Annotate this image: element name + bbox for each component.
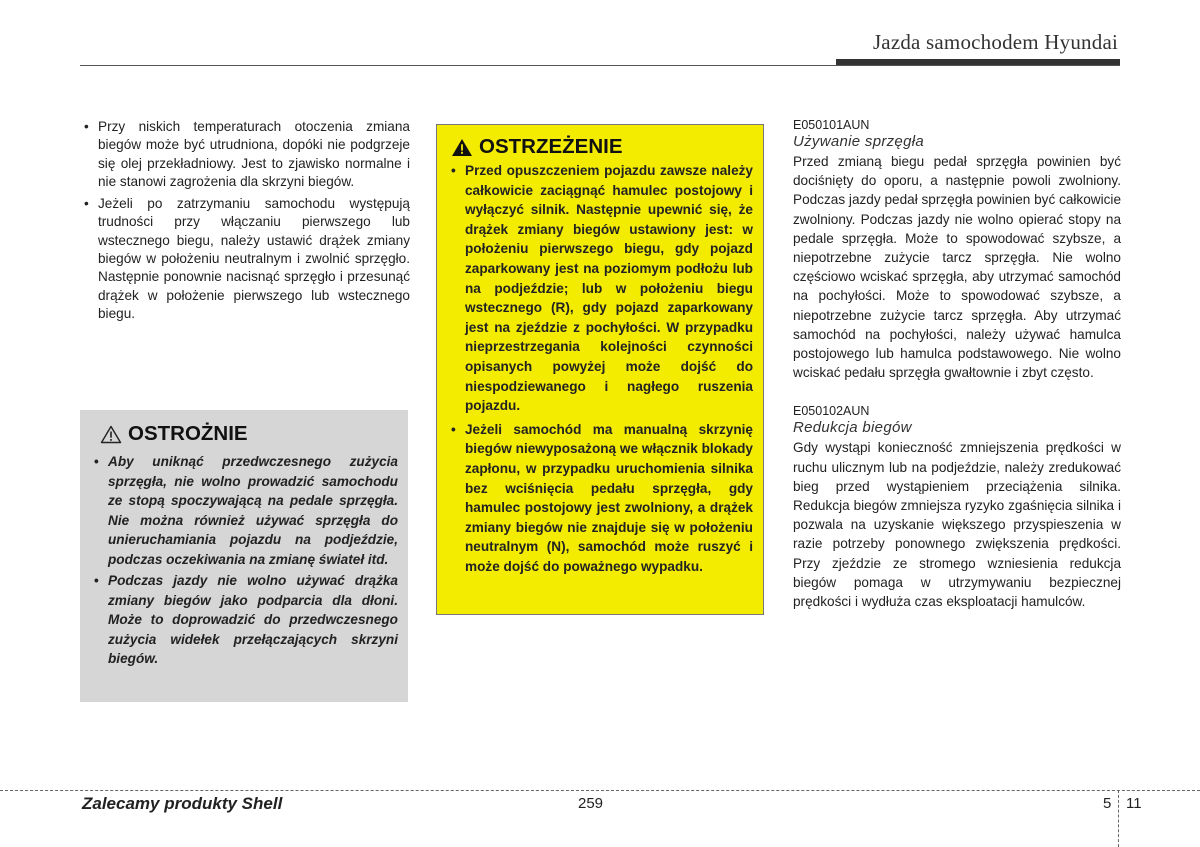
caution-title: OSTROŻNIE (128, 422, 248, 445)
chapter-page-number: 11 (1126, 795, 1142, 812)
page-header-title: Jazda samochodem Hyundai (872, 30, 1118, 54)
list-item: • Przy niskich temperaturach otoczenia zmiana biegów może być utrudniona, dopóki nie podgrzeje się olej przekładniowy. Jest to zjawisko normalne i nie stanowi zagrożenia dla skrzyni biegów. (80, 118, 410, 191)
section-code: E050102AUN (793, 404, 870, 419)
section-clutch (793, 118, 1121, 382)
header-rule (80, 65, 1120, 66)
warning-box (436, 124, 764, 615)
caution-box (80, 410, 408, 702)
list-item: • Jeżeli po zatrzymaniu samochodu występują trudności przy włączaniu pierwszego lub wstecznego biegu, należy ustawić drążek zmiany biegów w położeniu neutralnym i zwolnić sprzęgło. Następnie ponownie nacisnąć sprzęgło i przesunąć drążek w położenie pierwszego lub wstecznego biegu. (80, 195, 410, 323)
list-item: • Przed opuszczeniem pojazdu zawsze należy całkowicie zaciągnąć hamulec postojowy i wyłączyć silnik. Następnie upewnić się, że drążek zmiany biegów ustawiony jest: w położeniu pierwszego biegu, gdy pojazd zaparkowany jest na poziomym podłożu lub na podjeździe; lub w położeniu biegu wstecznego (R), gdy pojazd zaparkowany jest na zjeździe z pochyłości. W przypadku nieprzestrzegania kolejności czynności opisanych powyżej może dojść do niespodziewanego i nagłego ruszenia pojazdu. (447, 161, 753, 416)
footer-slogan: Zalecamy produkty Shell (82, 794, 283, 813)
warning-header (451, 135, 753, 159)
bullet-list (80, 118, 410, 323)
column-right (793, 118, 1121, 611)
section-code: E050101AUN (793, 118, 870, 132)
list-item: • Aby uniknąć przedwczesnego zużycia sprzęgła, nie wolno prowadzić samochodu ze stopą spoczywającą na pedale sprzęgła. Nie można również używać sprzęgła do unieruchamiania pojazdu na podjeździe, podczas oczekiwania na zmianę świateł itd. (90, 452, 398, 569)
caution-header (100, 422, 398, 446)
warning-icon (451, 138, 473, 157)
warning-title: OSTRZEŻENIE (479, 135, 623, 158)
page-number: 259 (578, 795, 604, 812)
footer-vertical-divider (1118, 790, 1119, 847)
list-item: • Jeżeli samochód ma manualną skrzynię biegów niewyposażoną we włącznik blokady zapłonu, w przypadku uruchomienia silnika bez wciśnięcia pedału sprzęgła, gdy hamulec postojowy jest zwolniony, a drążek zmiany biegów nie znajduje się w położeniu neutralnym (N), samochód może ruszyć i może dojść do poważnego wypadku. (447, 420, 753, 577)
section-title: Redukcja biegów (793, 419, 912, 437)
chapter-number: 5 (1103, 795, 1112, 812)
section-text: Przed zmianą biegu pedał sprzęgła powinien być dociśnięty do oporu, a następnie powoli zwolniony. Podczas jazdy pedał sprzęgła powinien być całkowicie zwolniony. Podczas jazdy nie wolno opierać stopy na pedale sprzęgła. Może to spowodować szybsze, a niepotrzebne zużycie tarcz sprzęgła. Nie wolno częściowo wciskać sprzęgła, aby utrzymać samochód na pochyłości. Może to spowodować szybsze, a niepotrzebne zużycie tarcz sprzęgła. Aby utrzymać samochód na pochyłości, należy używać hamulca postojowego lub hamulca podstawowego. Nie wolno wciskać pedału sprzęgła gwałtownie i zbyt często. (793, 154, 1121, 381)
footer-divider (0, 790, 1200, 791)
section-title: Używanie sprzęgła (793, 133, 924, 150)
section-downshift (793, 404, 1121, 611)
list-item: • Podczas jazdy nie wolno używać drążka zmiany biegów jako podparcia dla dłoni. Może to doprowadzić do przedwczesnego zużycia widełek przełączających skrzyni biegów. (90, 571, 398, 669)
caution-icon (100, 425, 122, 444)
section-text: Gdy wystąpi konieczność zmniejszenia prędkości w ruchu ulicznym lub na podjeździe, należy zredukować bieg przed wystąpieniem przeciążenia silnika. Redukcja biegów zmniejsza ryzyko zgaśnięcia silnika i pozwala na uzyskanie większego przyspieszenia w razie potrzeby ponownego zwiększenia prędkości. Przy zjeździe ze stromego wzniesienia redukcja biegów pomaga w utrzymywaniu bezpiecznej prędkości i wydłuża czas eksploatacji hamulców. (793, 440, 1121, 610)
caution-list (90, 452, 398, 669)
warning-list (447, 161, 753, 576)
column-left (80, 118, 410, 327)
